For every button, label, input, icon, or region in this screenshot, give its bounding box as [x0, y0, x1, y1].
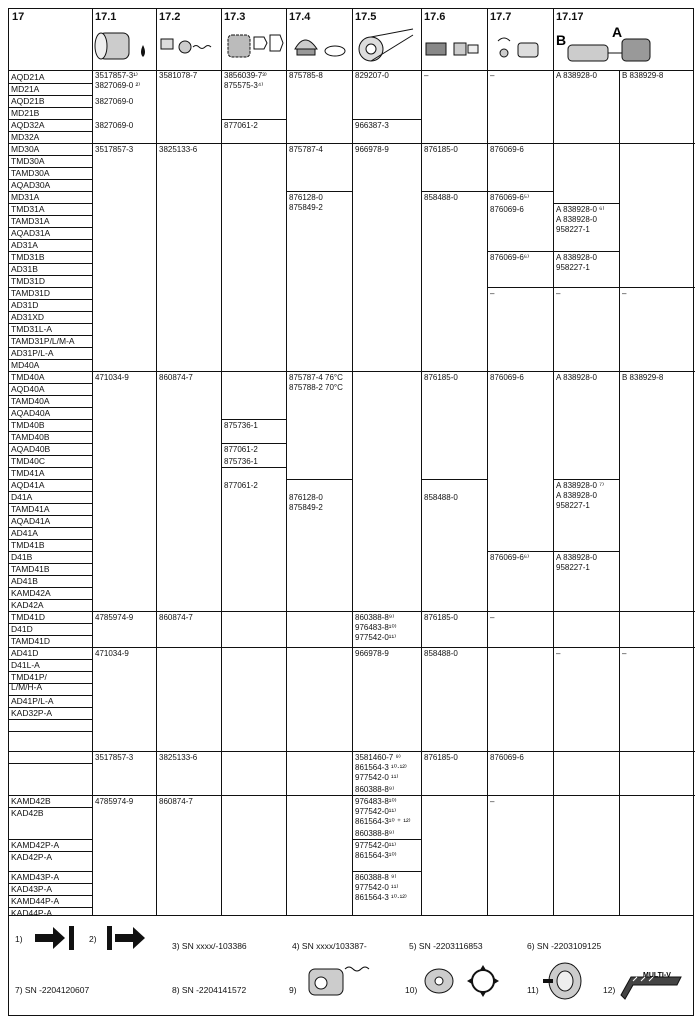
footnote-10: 10)	[405, 985, 418, 995]
part-number: 976483-8¹⁰⁾	[355, 623, 397, 632]
model-label: AD41D	[11, 648, 39, 658]
footnote-11: 11)	[527, 985, 539, 995]
label-a: A	[612, 24, 623, 40]
model-label: KAMD43P-A	[11, 872, 60, 882]
model-label: KAMD42A	[11, 588, 51, 598]
footnote-2: 2)	[89, 934, 97, 944]
part-number: 977542-0 ¹¹⁾	[355, 773, 399, 782]
part-number: 977542-0¹¹⁾	[355, 807, 397, 816]
model-label: AD41B	[11, 576, 38, 586]
header-17-5: 17.5	[355, 11, 377, 23]
footnote-4: 4) SN xxxx/103387-	[292, 941, 367, 951]
part-number: 471034-9	[95, 373, 129, 382]
part-number: 3827069-0	[95, 121, 134, 130]
part-number: 876185-0	[424, 145, 458, 154]
impeller-icon	[222, 23, 285, 68]
header-17-3: 17.3	[224, 11, 246, 23]
part-number: 977542-0¹¹⁾	[355, 841, 397, 850]
part-number: 860874-7	[159, 613, 193, 622]
model-label: TMD30A	[11, 156, 45, 166]
part-number: 860874-7	[159, 373, 193, 382]
part-number: 876128-0	[289, 493, 323, 502]
model-label: AQD41A	[11, 480, 45, 490]
model-label: TAMD31D	[11, 288, 51, 298]
part-number: 861564-3 ¹⁰·¹²⁾	[355, 763, 407, 772]
part-number: 875785-8	[289, 71, 323, 80]
part-number: A 838928-0	[556, 491, 597, 500]
part-number: 860388-8⁹⁾	[355, 613, 395, 622]
part-number: –	[556, 289, 561, 298]
part-number: 3825133-6	[159, 145, 198, 154]
model-label: MD21B	[11, 108, 40, 118]
part-number: –	[424, 71, 429, 80]
part-number: 3517857-3	[95, 145, 134, 154]
col-divider	[553, 9, 554, 915]
model-label: TMD40C	[11, 456, 46, 466]
model-label: AD31A	[11, 240, 38, 250]
part-number: 3825133-6	[159, 753, 198, 762]
model-label: TAMD41B	[11, 564, 50, 574]
part-number: 876185-0	[424, 753, 458, 762]
model-label: KAD42P-A	[11, 852, 53, 862]
model-label: TMD31L-A	[11, 324, 53, 334]
part-number: –	[556, 649, 561, 658]
footnote-1: 1)	[15, 934, 23, 944]
part-number: 875849-2	[289, 503, 323, 512]
model-label: AD31P/L-A	[11, 348, 54, 358]
arrow-to-bar-icon	[33, 923, 77, 953]
model-label: AQD40A	[11, 384, 45, 394]
part-number: 829207-0	[355, 71, 389, 80]
part-number: 861564-3 ¹⁰·¹²⁾	[355, 893, 407, 902]
part-number: 860874-7	[159, 797, 193, 806]
model-label: AQD32A	[11, 120, 45, 130]
model-label: AQAD31A	[11, 228, 51, 238]
part-number: –	[622, 649, 627, 658]
model-label: TAMD31A	[11, 216, 50, 226]
part-number: 875787-4	[289, 145, 323, 154]
pulley-icon	[541, 959, 585, 1003]
label-b: B	[556, 32, 567, 48]
col-divider	[487, 9, 488, 915]
part-number: A 838928-0	[556, 553, 597, 562]
model-label: D41D	[11, 624, 33, 634]
part-number: 876069-6⁶⁾	[490, 253, 530, 262]
model-label: D41B	[11, 552, 33, 562]
model-label: L/M/H-A	[11, 682, 43, 692]
part-number: 3827069-0 ²⁾	[95, 81, 141, 90]
seawater-pump-icon	[421, 961, 499, 1001]
model-label: KAD42A	[11, 600, 44, 610]
part-number: –	[490, 797, 495, 806]
model-label: TAMD31P/L/M-A	[11, 336, 75, 346]
part-number: 861564-3¹⁰⁾	[355, 851, 397, 860]
part-number: 876069-6⁵⁾	[490, 193, 530, 202]
header-17-6: 17.6	[424, 11, 446, 23]
pump-assembly-icon	[305, 959, 375, 1003]
model-label: AQD21A	[11, 72, 45, 82]
model-label: AD31XD	[11, 312, 45, 322]
part-number: 877061-2	[224, 481, 258, 490]
model-label: TMD41D	[11, 612, 46, 622]
part-number: A 838928-0 ⁶⁾	[556, 205, 605, 214]
col-divider	[221, 9, 222, 915]
part-number: 966978-9	[355, 649, 389, 658]
part-number: 875787-4 76°C	[289, 373, 343, 382]
model-label: TMD41A	[11, 468, 45, 478]
part-number: 966387-3	[355, 121, 389, 130]
model-label: D41A	[11, 492, 33, 502]
model-label: AD31D	[11, 300, 39, 310]
part-number: 4785974-9	[95, 613, 134, 622]
col-divider	[421, 9, 422, 915]
header-17: 17	[12, 11, 25, 23]
model-label: AQAD40B	[11, 444, 51, 454]
model-label: TAMD30A	[11, 168, 50, 178]
part-number: 876069-6⁶⁾	[490, 553, 530, 562]
part-number: –	[490, 71, 495, 80]
part-number: 966978-9	[355, 145, 389, 154]
part-number: B 838929-8	[622, 71, 664, 80]
part-number: 876069-6	[490, 373, 524, 382]
part-number: 875736-1	[224, 457, 258, 466]
part-number: 875788-2 70°C	[289, 383, 343, 392]
header-17-7: 17.7	[490, 11, 512, 23]
part-number: 877061-2	[224, 121, 258, 130]
part-number: 3856039-7³⁾	[224, 71, 267, 80]
part-number: A 838928-0	[556, 215, 597, 224]
part-number: 958227-1	[556, 501, 590, 510]
zinc-anode-icon	[554, 23, 694, 68]
part-number: 875575-3⁴⁾	[224, 81, 264, 90]
footnote-12: 12)	[603, 985, 616, 995]
model-label: KAMD42B	[11, 796, 51, 806]
model-label: D41L-A	[11, 660, 40, 670]
model-label: MD40A	[11, 360, 40, 370]
footnote-5: 5) SN -2203116853	[409, 941, 483, 951]
col-divider	[92, 9, 93, 915]
part-number: 860388-8⁹⁾	[355, 785, 395, 794]
model-label: TAMD41D	[11, 636, 51, 646]
part-number: 860388-8 ⁹⁾	[355, 873, 397, 882]
part-number: 858488-0	[424, 193, 458, 202]
model-label: KAMD44P-A	[11, 896, 60, 906]
part-number: 977542-0 ¹¹⁾	[355, 883, 399, 892]
model-label: AQAD40A	[11, 408, 51, 418]
part-number: 3517857-3¹⁾	[95, 71, 138, 80]
model-label: KAD32P-A	[11, 708, 53, 718]
part-number: 858488-0	[424, 649, 458, 658]
model-label: AD41A	[11, 528, 38, 538]
part-number: –	[622, 289, 627, 298]
part-number: 3581078-7	[159, 71, 198, 80]
part-number: A 838928-0	[556, 71, 597, 80]
model-label: TMD31D	[11, 276, 46, 286]
model-label: AD41P/L-A	[11, 696, 54, 706]
part-number: 3581460-7 ⁹⁾	[355, 753, 401, 762]
part-number: 875849-2	[289, 203, 323, 212]
part-number: 876185-0	[424, 373, 458, 382]
legend-divider	[9, 915, 693, 916]
footnote-6: 6) SN -2203109125	[527, 941, 602, 951]
header-17-4: 17.4	[289, 11, 311, 23]
part-number: 858488-0	[424, 493, 458, 502]
model-label: TAMD41A	[11, 504, 50, 514]
part-number: 976483-8¹⁰⁾	[355, 797, 397, 806]
model-label: TAMD40A	[11, 396, 50, 406]
part-number: 861564-3¹⁰ ⁺ ¹²⁾	[355, 817, 411, 826]
model-label: MD21A	[11, 84, 40, 94]
part-number: 876185-0	[424, 613, 458, 622]
model-label: AQD21B	[11, 96, 45, 106]
part-number: 958227-1	[556, 563, 590, 572]
part-number: 471034-9	[95, 649, 129, 658]
model-label: KAD42B	[11, 808, 44, 818]
part-number: 877061-2	[224, 445, 258, 454]
part-number: –	[490, 289, 495, 298]
header-17-1: 17.1	[95, 11, 117, 23]
part-number: 3517857-3	[95, 753, 134, 762]
col-divider	[156, 9, 157, 915]
header-17-17: 17.17	[556, 11, 584, 23]
part-number: –	[490, 613, 495, 622]
part-number: B 838929-8	[622, 373, 664, 382]
part-number: 4785974-9	[95, 797, 134, 806]
model-label: MD30A	[11, 144, 40, 154]
model-label: TMD40A	[11, 372, 45, 382]
multi-v-label: MULTI-V	[643, 972, 671, 979]
col-divider	[286, 9, 287, 915]
air-filter-icon	[422, 23, 486, 68]
part-number: 876069-6	[490, 145, 524, 154]
model-label: AD31B	[11, 264, 38, 274]
model-label: AQAD30A	[11, 180, 51, 190]
footnote-3: 3) SN xxxx/-103386	[172, 941, 247, 951]
thermostat-icon	[287, 23, 351, 68]
footnote-7: 7) SN -2204120607	[15, 985, 90, 995]
part-number: A 838928-0 ⁷⁾	[556, 481, 605, 490]
part-number: 875736-1	[224, 421, 258, 430]
part-number: 876069-6	[490, 205, 524, 214]
model-label: MD31A	[11, 192, 40, 202]
footnote-9: 9)	[289, 985, 297, 995]
oil-filter-icon	[93, 23, 155, 68]
pulley-belt-icon	[353, 21, 420, 69]
model-label: TMD41B	[11, 540, 45, 550]
model-label: TMD41P/	[11, 672, 47, 682]
col-divider	[352, 9, 353, 915]
model-label: KAD43P-A	[11, 884, 53, 894]
model-label: KAD44P-A	[11, 908, 53, 918]
part-number: 860388-8⁹⁾	[355, 829, 395, 838]
footnote-8: 8) SN -2204141572	[172, 985, 247, 995]
col-divider	[619, 70, 620, 915]
part-number: 876128-0	[289, 193, 323, 202]
part-number: 876069-6	[490, 753, 524, 762]
parts-table	[8, 8, 694, 1016]
model-label: MD32A	[11, 132, 40, 142]
part-number: 3827069-0	[95, 97, 134, 106]
model-label: AQAD41A	[11, 516, 51, 526]
model-label: TMD31A	[11, 204, 45, 214]
part-number: 977542-0¹¹⁾	[355, 633, 397, 642]
part-number: A 838928-0	[556, 373, 597, 382]
part-number: 958227-1	[556, 263, 590, 272]
part-number: 958227-1	[556, 225, 590, 234]
arrow-from-bar-icon	[105, 923, 149, 953]
multi-v-belt-icon	[619, 967, 685, 1001]
model-label: TMD31B	[11, 252, 45, 262]
header-17-2: 17.2	[159, 11, 181, 23]
model-label: KAMD42P-A	[11, 840, 60, 850]
fuel-filter-icon	[157, 23, 219, 68]
model-label: TMD40B	[11, 420, 45, 430]
model-label: TAMD40B	[11, 432, 50, 442]
part-number: A 838928-0	[556, 253, 597, 262]
pump-kit-icon	[488, 23, 552, 68]
